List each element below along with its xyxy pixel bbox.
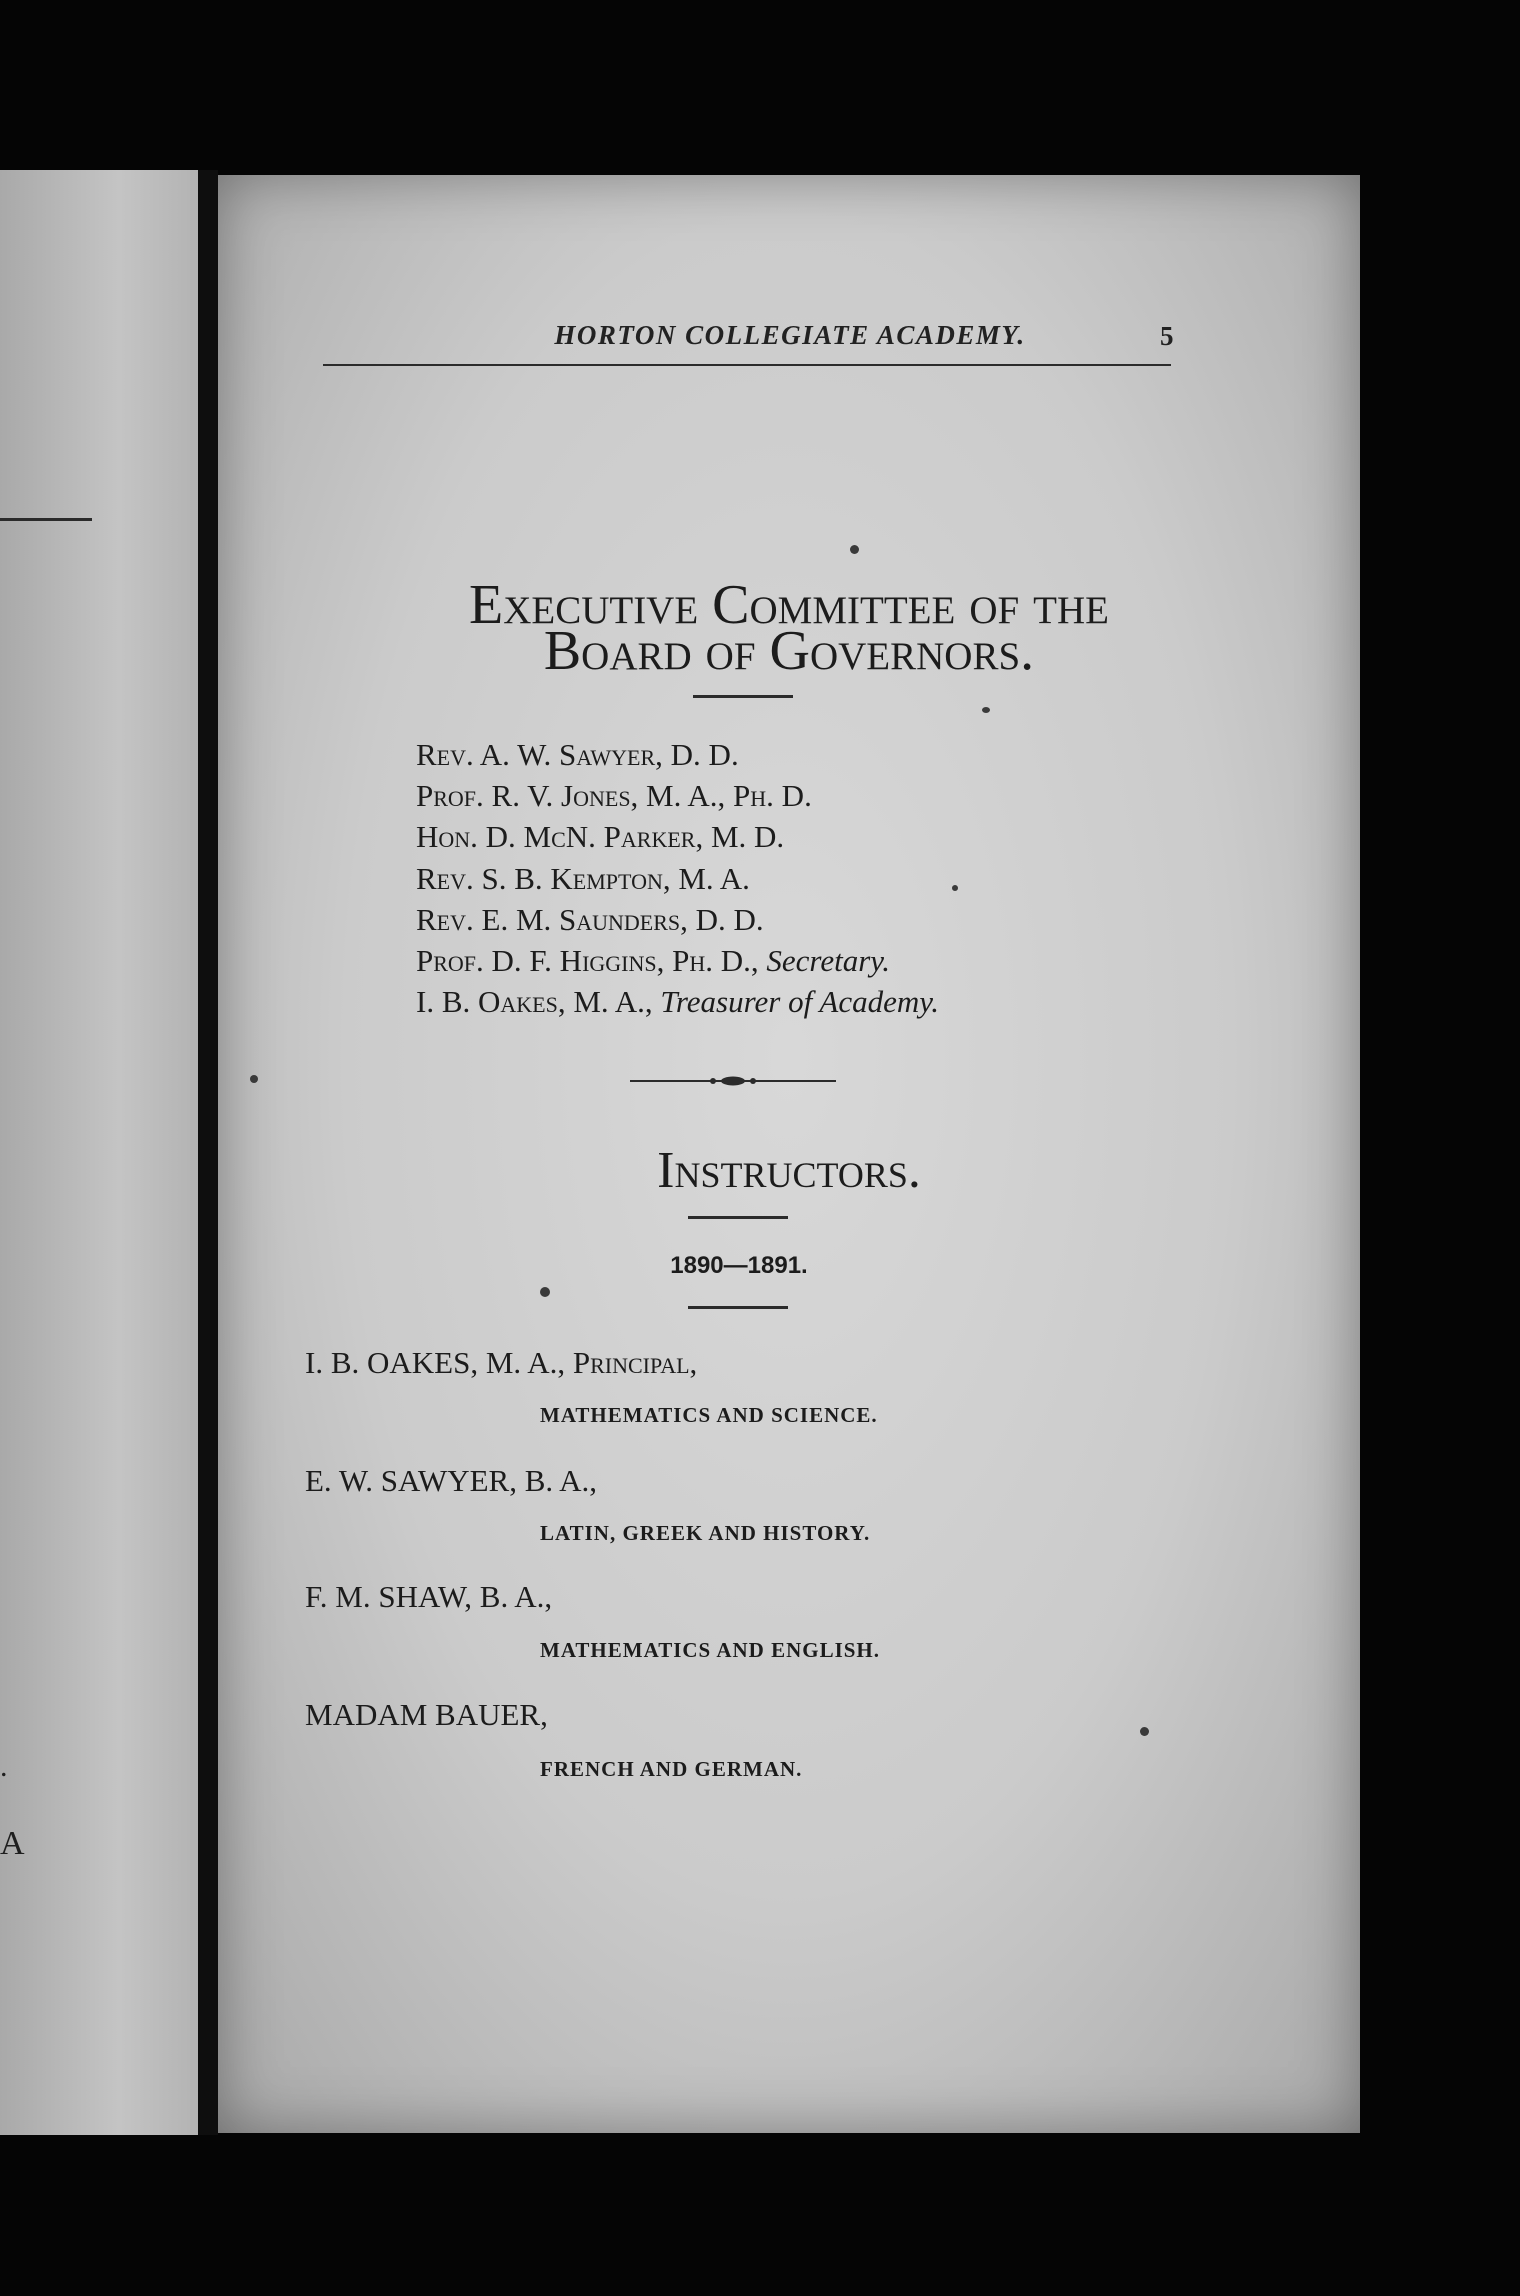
member-name: Prof. D. F. Higgins, Ph. D., — [416, 943, 767, 978]
book-gutter — [198, 170, 218, 2135]
member-name: Rev. E. M. Saunders, D. D. — [416, 902, 764, 937]
previous-page-char: A — [0, 1825, 25, 1862]
instructor-subjects: MATHEMATICS AND ENGLISH. — [540, 1638, 881, 1662]
section-rule — [688, 1216, 788, 1219]
member-role: Treasurer of Academy. — [660, 984, 940, 1019]
committee-member — [416, 861, 750, 897]
ornamental-divider — [628, 1073, 838, 1089]
member-name: Hon. D. McN. Parker, M. D. — [416, 819, 785, 854]
paper-speck — [952, 885, 958, 891]
running-head: HORTON COLLEGIATE ACADEMY. — [554, 320, 1026, 350]
member-name: I. B. Oakes, M. A., — [416, 984, 661, 1019]
member-name: Prof. R. V. Jones, M. A., Ph. D. — [416, 778, 812, 813]
instructor-subjects: MATHEMATICS AND SCIENCE. — [540, 1403, 878, 1427]
previous-page-fragment — [0, 170, 198, 2135]
instructors-heading: Instructors. — [657, 1142, 921, 1199]
committee-member — [416, 943, 890, 979]
committee-member — [416, 778, 812, 814]
previous-page-mark: . — [0, 1750, 8, 1783]
committee-member — [416, 984, 939, 1020]
paper-speck — [850, 545, 859, 554]
paper-speck — [982, 707, 990, 713]
paper-speck — [250, 1075, 258, 1083]
paper-speck — [540, 1287, 550, 1297]
member-name: Rev. A. W. Sawyer, D. D. — [416, 737, 739, 772]
instructor-subjects: LATIN, GREEK AND HISTORY. — [540, 1521, 871, 1545]
member-name: Rev. S. B. Kempton, M. A. — [416, 861, 750, 896]
instructor-title: Principal, — [572, 1345, 698, 1380]
committee-heading-line2: Board of Governors. — [543, 620, 1035, 682]
section-rule — [693, 695, 793, 698]
instructor-name: E. W. SAWYER, B. A., — [305, 1463, 598, 1498]
page-number: 5 — [1160, 321, 1174, 351]
committee-member — [416, 737, 739, 773]
committee-member — [416, 902, 764, 938]
committee-member — [416, 819, 784, 855]
instructor-subjects: FRENCH AND GERMAN. — [540, 1757, 803, 1781]
committee-heading-line1: Executive Committee of the — [469, 574, 1109, 636]
page — [218, 175, 1360, 2133]
instructor-name: I. B. OAKES, M. A., Principal, — [305, 1345, 698, 1380]
previous-page-rule — [0, 518, 92, 521]
academic-years: 1890—1891. — [670, 1252, 808, 1279]
header-rule — [323, 364, 1171, 366]
paper-speck — [1140, 1727, 1149, 1736]
section-rule — [688, 1306, 788, 1309]
member-role: Secretary. — [766, 943, 891, 978]
instructor-name: MADAM BAUER, — [305, 1697, 548, 1732]
instructor-name: F. M. SHAW, B. A., — [305, 1579, 553, 1614]
